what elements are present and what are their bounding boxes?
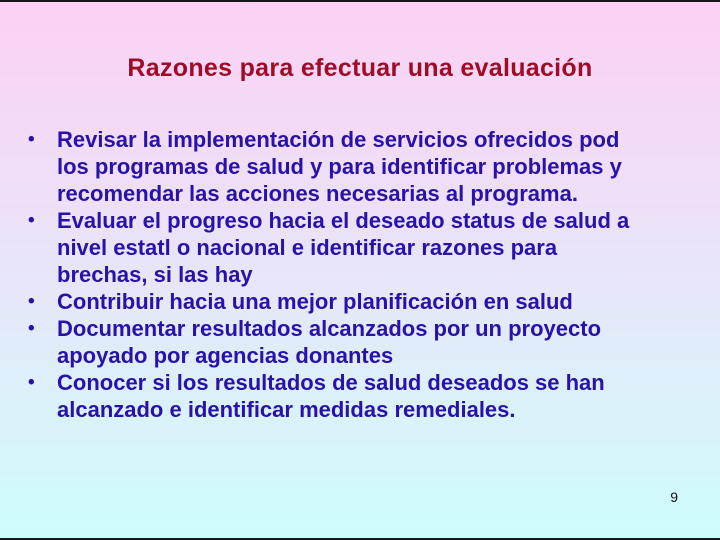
bullet-dot-icon: • <box>28 318 35 339</box>
bullet-text <box>57 315 706 369</box>
bullet-line: alcanzado e identificar medidas remediales. <box>57 397 516 422</box>
bullet-text <box>57 126 706 207</box>
bullet-item <box>28 315 706 369</box>
bullet-list <box>28 126 706 423</box>
bullet-line: apoyado por agencias donantes <box>57 343 394 368</box>
bullet-dot-icon: • <box>28 129 35 150</box>
bullet-line: Documentar resultados alcanzados por un proyecto <box>57 316 602 341</box>
bullet-item <box>28 369 706 423</box>
bullet-dot-icon: • <box>28 372 35 393</box>
page-number: 9 <box>670 489 678 505</box>
bullet-line: recomendar las acciones necesarias al programa. <box>57 181 578 206</box>
bullet-line: los programas de salud y para identificar problemas y <box>57 154 622 179</box>
bullet-item <box>28 207 706 288</box>
slide-title: Razones para efectuar una evaluación <box>127 54 593 82</box>
bullet-dot-icon: • <box>28 291 35 312</box>
bullet-line: Revisar la implementación de servicios ofrecidos pod <box>57 127 620 152</box>
bullet-text <box>57 207 706 288</box>
bullet-item <box>28 126 706 207</box>
bullet-line: Evaluar el progreso hacia el deseado status de salud a <box>57 208 630 233</box>
bullet-text <box>57 288 706 315</box>
bullet-line: Contribuir hacia una mejor planificación en salud <box>57 289 573 314</box>
bullet-dot-icon: • <box>28 210 35 231</box>
bullet-line: brechas, si las hay <box>57 262 253 287</box>
bullet-line: nivel estatl o nacional e identificar razones para <box>57 235 558 260</box>
bullet-item <box>28 288 706 315</box>
bullet-line: Conocer si los resultados de salud deseados se han <box>57 370 605 395</box>
bullet-text <box>57 369 706 423</box>
